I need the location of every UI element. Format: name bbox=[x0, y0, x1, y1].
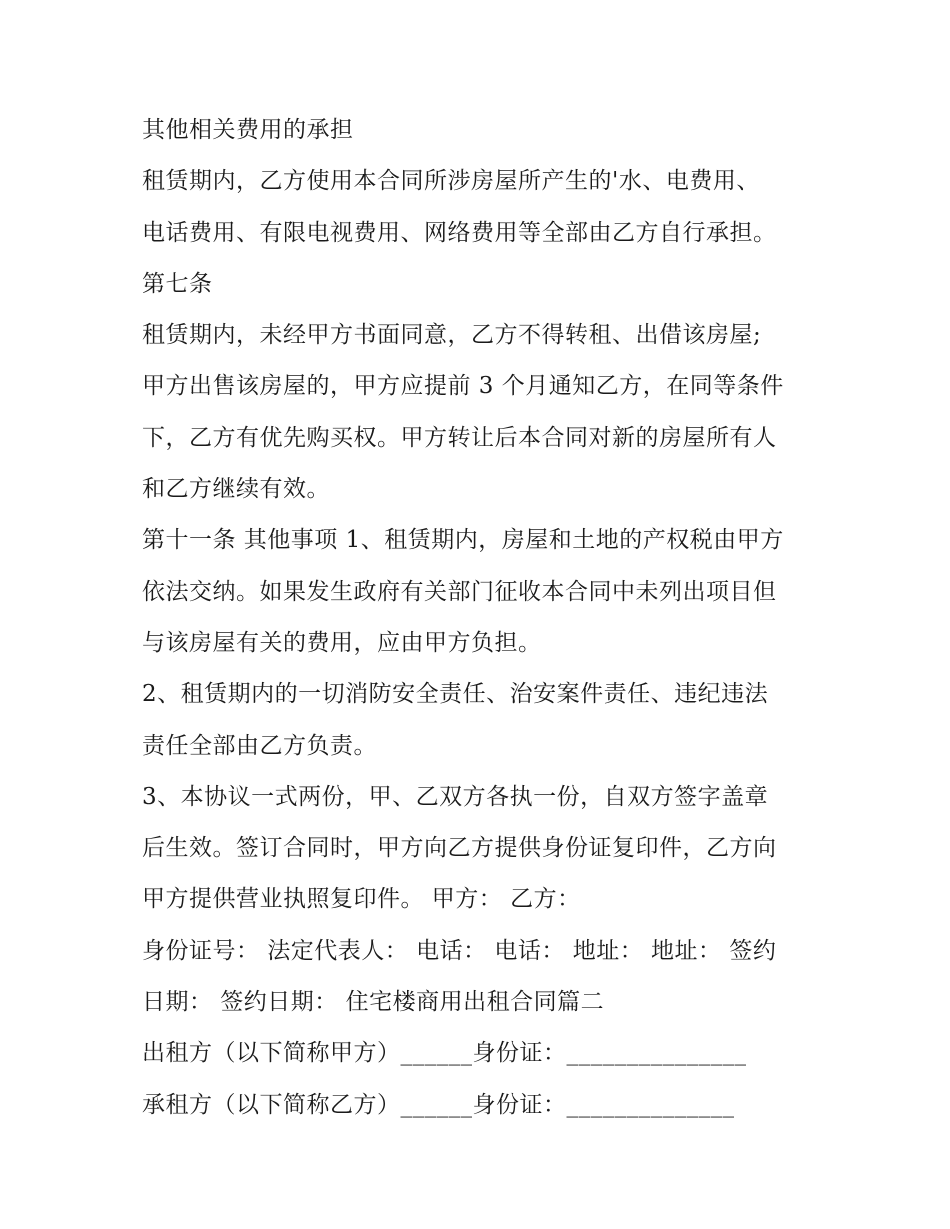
text-line: 租赁期内，乙方使用本合同所涉房屋所产生的'水、电费用、 bbox=[142, 168, 760, 195]
article-heading-7: 第七条 bbox=[142, 270, 213, 297]
text-line: 下，乙方有优先购买权。甲方转让后本合同对新的房屋所有人 bbox=[142, 424, 777, 451]
signature-parties-line: 甲方提供营业执照复印件。 甲方： 乙方： bbox=[142, 886, 581, 913]
text-line: 依法交纳。如果发生政府有关部门征收本合同中未列出项目但 bbox=[142, 578, 777, 605]
text-line: 和乙方继续有效。 bbox=[142, 476, 330, 503]
text-line: 后生效。签订合同时，甲方向乙方提供身份证复印件，乙方向 bbox=[142, 835, 777, 862]
clause-3-line: 3、本协议一式两份，甲、乙双方各执一份，自双方签字盖章 bbox=[142, 783, 769, 810]
signature-date-line: 日期： 签约日期： 住宅楼商用出租合同篇二 bbox=[142, 989, 605, 1016]
text-line: 甲方出售该房屋的，甲方应提前 3 个月通知乙方，在同等条件 bbox=[142, 373, 784, 400]
lessor-info-line: 出租方（以下简称甲方）______身份证：_______________ bbox=[142, 1040, 747, 1067]
lessee-info-line: 承租方（以下简称乙方）______身份证：______________ bbox=[142, 1091, 735, 1118]
text-line: 租赁期内，未经甲方书面同意，乙方不得转租、出借该房屋; bbox=[142, 322, 762, 349]
document-body bbox=[142, 110, 822, 1136]
signature-fields-line: 身份证号： 法定代表人： 电话： 电话： 地址： 地址： 签约 bbox=[142, 937, 777, 964]
clause-2-line: 2、租赁期内的一切消防安全责任、治安案件责任、违纪违法 bbox=[142, 681, 769, 708]
text-line: 责任全部由乙方负责。 bbox=[142, 732, 377, 759]
section-heading-fees: 其他相关费用的承担 bbox=[142, 117, 354, 143]
article-11-line: 第十一条 其他事项 1、租赁期内，房屋和土地的产权税由甲方 bbox=[142, 527, 784, 554]
text-line: 与该房屋有关的费用，应由甲方负担。 bbox=[142, 629, 542, 656]
text-line: 电话费用、有限电视费用、网络费用等全部由乙方自行承担。 bbox=[142, 219, 777, 246]
